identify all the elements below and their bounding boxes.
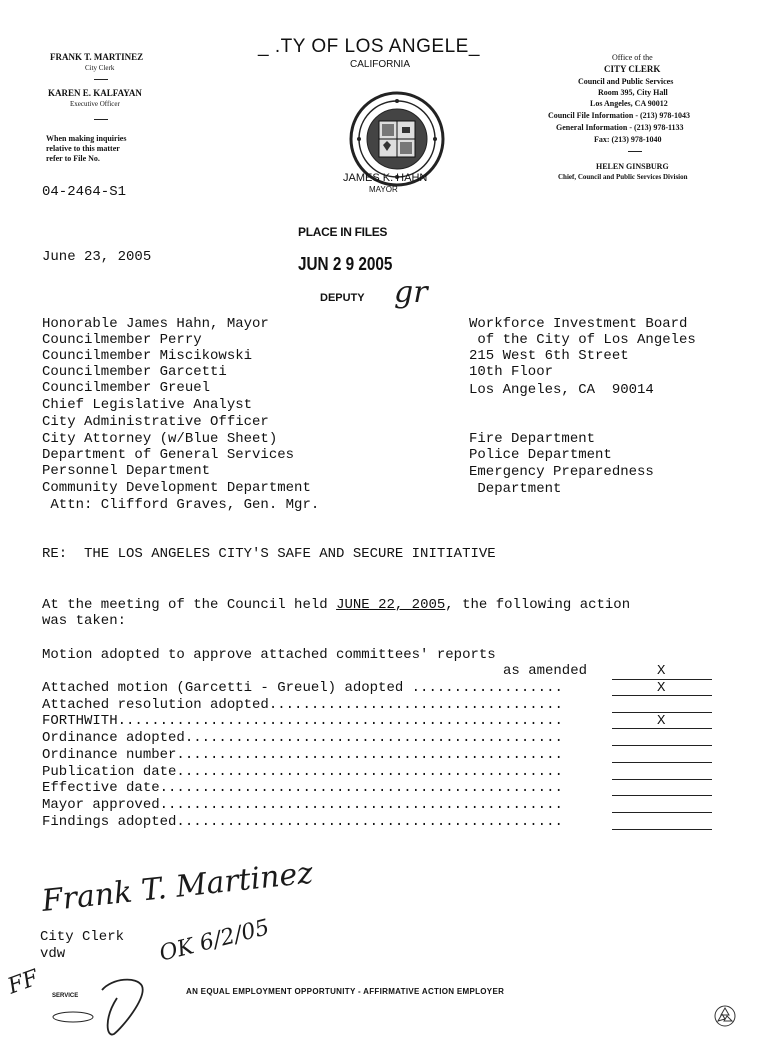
action-row-blank (612, 779, 712, 780)
recipient-right-6: Police Department (469, 447, 612, 463)
mayor-name: JAMES K. HAHN (343, 172, 428, 184)
stamp-deputy-initials: gr (394, 275, 428, 310)
recycle-icon (705, 986, 729, 1010)
action-row-label: Attached motion (Garcetti - Greuel) adopted .................. (42, 680, 563, 696)
meeting-date: JUNE 22, 2005 (336, 597, 446, 613)
office-line-3: Room 395, City Hall (598, 88, 668, 97)
office-line-2: Council and Public Services (578, 77, 674, 86)
office-line-1: CITY CLERK (604, 64, 661, 74)
action-row-label: Effective date................................................ (42, 780, 563, 796)
stamp-date: JUN 2 9 2005 (298, 254, 393, 274)
action-row-label: Publication date.............................................. (42, 764, 563, 780)
mayor-title: MAYOR (369, 185, 398, 194)
action-row-label: Attached resolution adopted................................... (42, 697, 563, 713)
closing-title: City Clerk (40, 929, 125, 945)
meeting-prefix: At the meeting of the Council held (42, 597, 337, 613)
action-row-label: Ordinance number.............................................. (42, 747, 563, 763)
division-head-name: HELEN GINSBURG (596, 162, 669, 171)
recipient-left-1: Councilmember Perry (42, 332, 202, 348)
office-line-4: Los Angeles, CA 90012 (590, 99, 668, 108)
letterhead-state: CALIFORNIA (350, 59, 411, 70)
office-line-5: Council File Information - (213) 978-1043 (548, 111, 690, 120)
meeting-line (42, 597, 630, 613)
exec-officer-title: Executive Officer (70, 100, 120, 108)
clerk-title: City Clerk (85, 64, 115, 72)
action-row-label: Ordinance adopted............................................. (42, 730, 563, 746)
inquiry-note-3: refer to File No. (46, 154, 100, 163)
recipient-left-5: Chief Legislative Analyst (42, 397, 253, 413)
clerk-signature: Frank T. Martinez (40, 855, 315, 919)
re-line: RE: THE LOS ANGELES CITY'S SAFE AND SECURE INITIATIVE (42, 546, 496, 562)
exec-officer-name: KAREN E. KALFAYAN (48, 88, 142, 98)
recipient-right-4: Los Angeles, CA 90014 (469, 382, 654, 398)
recipient-left-3: Councilmember Garcetti (42, 364, 227, 380)
union-label-icon (44, 992, 86, 1004)
meeting-suffix: , the following action (445, 597, 631, 613)
stamp-label: PLACE IN FILES (298, 225, 388, 239)
eeo-statement: AN EQUAL EMPLOYMENT OPPORTUNITY - AFFIRMATIVE ACTION EMPLOYER (186, 987, 505, 996)
action-row-blank (612, 795, 712, 796)
margin-initials: FF (4, 965, 42, 1000)
stamp-deputy-label: DEPUTY (320, 292, 365, 304)
action-row-blank (612, 812, 712, 813)
action-row-label: FORTHWITH..................................................... (42, 713, 563, 729)
action-row-mark: X (657, 713, 666, 729)
recipient-right-7: Emergency Preparedness (469, 464, 654, 480)
action-row-label: Findings adopted.............................................. (42, 814, 563, 830)
action-row-mark: X (657, 680, 666, 696)
recipient-left-11: Attn: Clifford Graves, Gen. Mgr. (42, 497, 320, 513)
union-label-text: SERVICE (52, 993, 79, 999)
action-row-label: Mayor approved................................................ (42, 797, 563, 813)
action-row-blank (612, 745, 712, 746)
amended-label: as amended (503, 663, 588, 679)
inquiry-note-2: relative to this matter (46, 144, 120, 153)
division-head-title: Chief, Council and Public Services Division (558, 173, 688, 181)
recipient-right-8: Department (469, 481, 562, 497)
action-row-blank (612, 829, 712, 830)
recipient-left-0: Honorable James Hahn, Mayor (42, 316, 269, 332)
handwritten-loop-icon (84, 950, 144, 1020)
meeting-line-2: was taken: (42, 613, 127, 629)
recipient-right-0: Workforce Investment Board (469, 316, 688, 332)
recipient-right-3: 10th Floor (469, 364, 554, 380)
recipient-left-8: Department of General Services (42, 447, 295, 463)
amended-mark: X (657, 663, 666, 679)
closing-initials: vdw (40, 946, 66, 962)
action-row-blank (612, 762, 712, 763)
city-seal-icon (341, 73, 437, 169)
handwritten-note: OK 6/2/05 (156, 915, 272, 967)
office-line-7: Fax: (213) 978-1040 (594, 135, 662, 144)
recipient-left-9: Personnel Department (42, 463, 211, 479)
recipient-right-5: Fire Department (469, 431, 596, 447)
office-line-0: Office of the (612, 53, 653, 62)
letter-date: June 23, 2005 (42, 249, 152, 265)
recipient-left-10: Community Development Department (42, 480, 311, 496)
recipient-right-2: 215 West 6th Street (469, 348, 629, 364)
recipient-left-6: City Administrative Officer (42, 414, 269, 430)
file-number: 04-2464-S1 (42, 184, 127, 200)
recipient-right-1: of the City of Los Angeles (469, 332, 696, 348)
clerk-name: FRANK T. MARTINEZ (50, 52, 144, 62)
recipient-left-2: Councilmember Miscikowski (42, 348, 253, 364)
motion-line: Motion adopted to approve attached committees' reports (42, 647, 496, 663)
recipient-left-4: Councilmember Greuel (42, 380, 211, 396)
recipient-left-7: City Attorney (w/Blue Sheet) (42, 431, 278, 447)
office-line-6: General Information - (213) 978-1133 (556, 123, 684, 132)
inquiry-note-1: When making inquiries (46, 134, 127, 143)
letterhead-title: _ .TY OF LOS ANGELE_ (258, 36, 480, 57)
